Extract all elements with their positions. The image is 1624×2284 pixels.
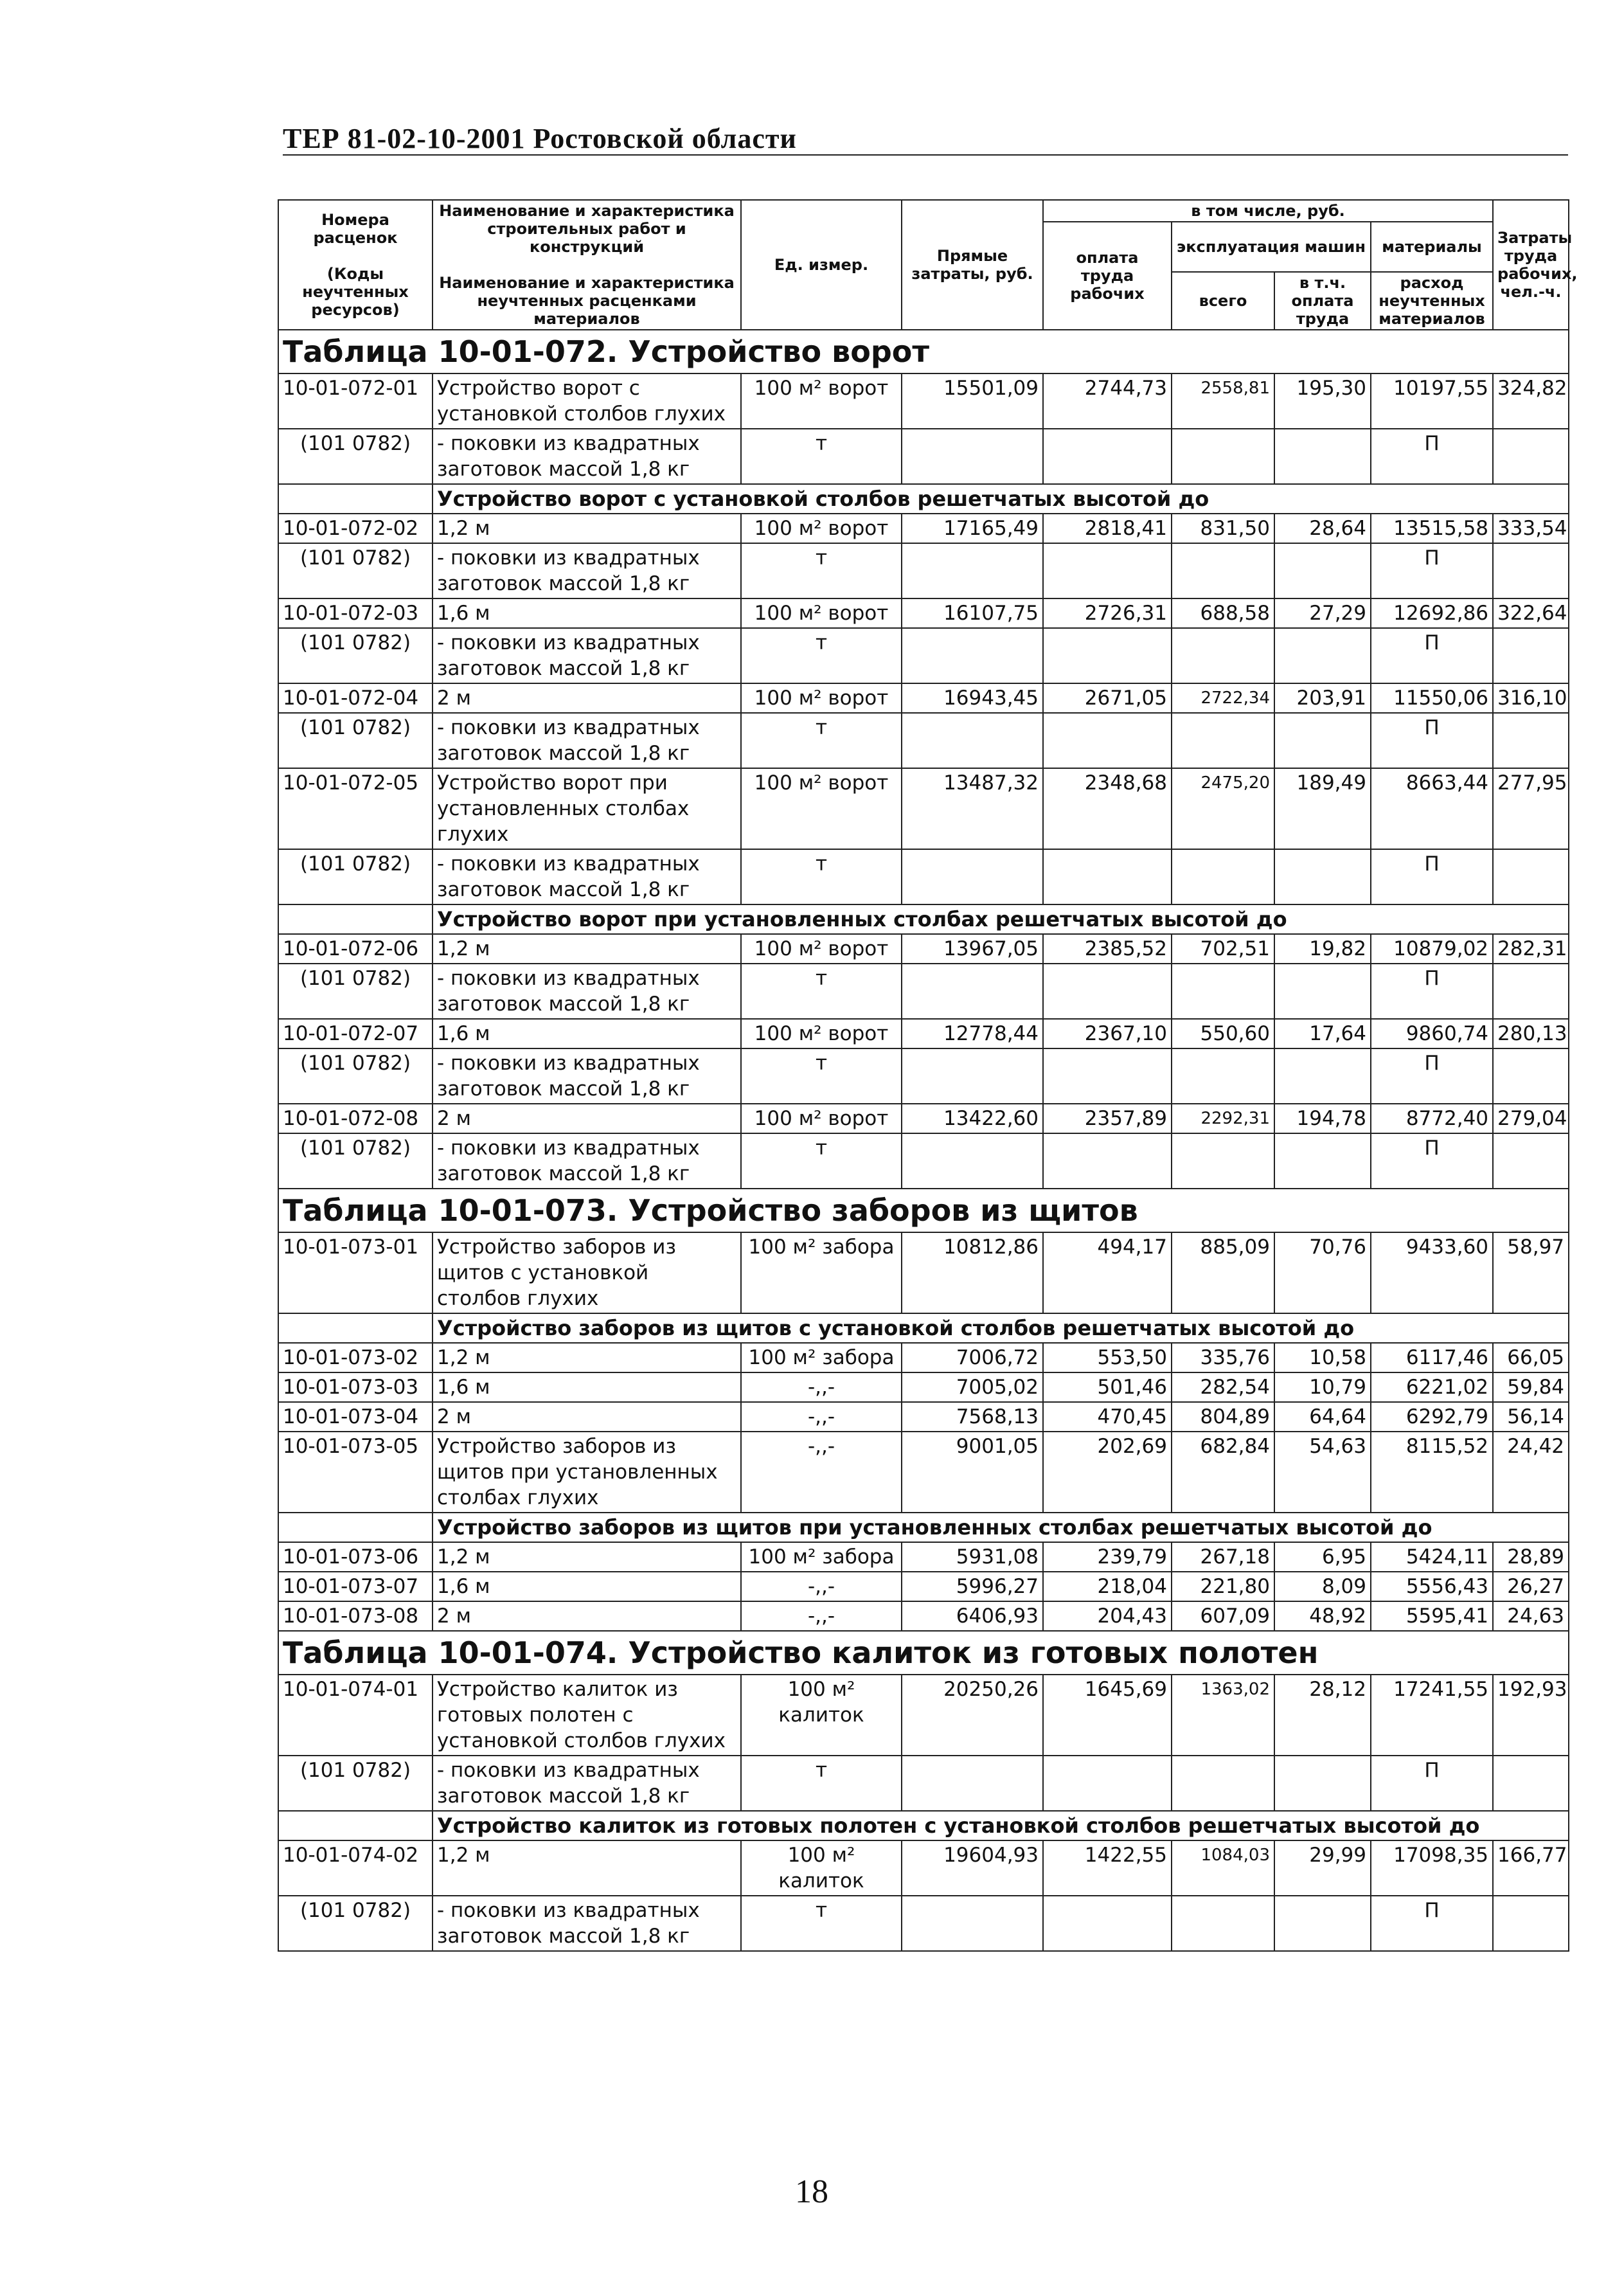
row-wage: 2671,05 (1043, 683, 1172, 713)
row-direct: 19604,93 (902, 1840, 1043, 1896)
resource-unit: т (741, 1896, 902, 1951)
row-name: 2 м (433, 1104, 741, 1133)
resource-row (278, 1896, 1569, 1951)
row-mat: 5595,41 (1371, 1601, 1493, 1631)
row-mat: 8772,40 (1371, 1104, 1493, 1133)
table-row (278, 1542, 1569, 1572)
row-mach: 885,09 (1172, 1232, 1274, 1313)
resource-unit: т (741, 1756, 902, 1811)
row-mat: 8663,44 (1371, 768, 1493, 849)
row-mat: 13515,58 (1371, 514, 1493, 543)
resource-row (278, 429, 1569, 484)
row-unit: -,,- (741, 1432, 902, 1513)
row-wage: 1422,55 (1043, 1840, 1172, 1896)
row-code: 10-01-073-06 (278, 1542, 433, 1572)
row-direct: 5996,27 (902, 1572, 1043, 1601)
row-code: 10-01-072-04 (278, 683, 433, 713)
resource-mat: П (1371, 543, 1493, 598)
row-code: 10-01-074-02 (278, 1840, 433, 1896)
resource-mat: П (1371, 628, 1493, 683)
table-row (278, 1104, 1569, 1133)
row-name: 1,6 м (433, 1019, 741, 1048)
resource-code: (101 0782) (278, 1048, 433, 1104)
table-caption-073: Таблица 10-01-073. Устройство заборов из щитов (278, 1189, 1569, 1232)
row-mat: 8115,52 (1371, 1432, 1493, 1513)
table-row (278, 514, 1569, 543)
row-labor: 322,64 (1493, 598, 1569, 628)
row-unit: 100 м² забора (741, 1542, 902, 1572)
row-code: 10-01-072-01 (278, 373, 433, 429)
row-unit: 100 м² забора (741, 1343, 902, 1372)
row-wage: 470,45 (1043, 1402, 1172, 1432)
row-mach: 221,80 (1172, 1572, 1274, 1601)
row-unit: -,,- (741, 1372, 902, 1402)
table-row (278, 598, 1569, 628)
resource-unit: т (741, 628, 902, 683)
row-unit: -,,- (741, 1601, 902, 1631)
row-code: 10-01-072-06 (278, 934, 433, 964)
row-mach: 335,76 (1172, 1343, 1274, 1372)
row-mat: 12692,86 (1371, 598, 1493, 628)
row-mat: 10879,02 (1371, 934, 1493, 964)
resource-unit: т (741, 1133, 902, 1189)
table-header-row (278, 200, 1569, 222)
row-unit: 100 м² калиток (741, 1840, 902, 1896)
row-mach: 2292,31 (1172, 1104, 1274, 1133)
row-code: 10-01-072-07 (278, 1019, 433, 1048)
row-name: Устройство ворот с установкой столбов глухих (433, 373, 741, 429)
row-direct: 16943,45 (902, 683, 1043, 713)
row-code: 10-01-072-08 (278, 1104, 433, 1133)
resource-mat: П (1371, 1756, 1493, 1811)
row-wage: 494,17 (1043, 1232, 1172, 1313)
resource-code: (101 0782) (278, 713, 433, 768)
table-row (278, 1572, 1569, 1601)
row-labor: 59,84 (1493, 1372, 1569, 1402)
row-mach: 607,09 (1172, 1601, 1274, 1631)
subheading-073-1: Устройство заборов из щитов с установкой столбов решетчатых высотой до (433, 1313, 1569, 1343)
resource-mat: П (1371, 1133, 1493, 1189)
table-row (278, 373, 1569, 429)
resource-code: (101 0782) (278, 1133, 433, 1189)
row-mach-wage: 195,30 (1274, 373, 1371, 429)
row-name: 1,6 м (433, 1372, 741, 1402)
resource-row (278, 849, 1569, 904)
price-table (278, 199, 1578, 1952)
resource-unit: т (741, 964, 902, 1019)
row-mat: 5556,43 (1371, 1572, 1493, 1601)
row-mat: 6292,79 (1371, 1402, 1493, 1432)
row-name: 1,2 м (433, 1343, 741, 1372)
resource-mat: П (1371, 1896, 1493, 1951)
row-unit: 100 м² ворот (741, 514, 902, 543)
row-unit: 100 м² забора (741, 1232, 902, 1313)
resource-row (278, 543, 1569, 598)
row-direct: 5931,08 (902, 1542, 1043, 1572)
row-mach: 267,18 (1172, 1542, 1274, 1572)
row-name: 1,6 м (433, 1572, 741, 1601)
row-mat: 9860,74 (1371, 1019, 1493, 1048)
resource-name: - поковки из квадратных заготовок массой 1,8 кг (433, 1896, 741, 1951)
row-direct: 13422,60 (902, 1104, 1043, 1133)
subheading-074-1: Устройство калиток из готовых полотен с установкой столбов решетчатых высотой до (433, 1811, 1569, 1840)
col-machines-header: эксплуатация машин (1172, 222, 1371, 272)
col-direct-header: Прямые затраты, руб. (902, 200, 1043, 330)
row-mach-wage: 17,64 (1274, 1019, 1371, 1048)
table-row (278, 1601, 1569, 1631)
table-row (278, 1372, 1569, 1402)
row-code: 10-01-072-03 (278, 598, 433, 628)
table-row (278, 1675, 1569, 1756)
row-direct: 9001,05 (902, 1432, 1043, 1513)
resource-unit: т (741, 543, 902, 598)
row-name: Устройство заборов из щитов с установкой столбов глухих (433, 1232, 741, 1313)
table-row (278, 934, 1569, 964)
header-rule (283, 154, 1568, 156)
resource-mat: П (1371, 1048, 1493, 1104)
row-direct: 17165,49 (902, 514, 1043, 543)
row-direct: 15501,09 (902, 373, 1043, 429)
row-mach: 550,60 (1172, 1019, 1274, 1048)
resource-unit: т (741, 849, 902, 904)
table-row (278, 683, 1569, 713)
row-labor: 279,04 (1493, 1104, 1569, 1133)
col-code-header: Номера расценок (Коды неучтенных ресурсов) (278, 200, 433, 330)
row-name: Устройство калиток из готовых полотен с установкой столбов глухих (433, 1675, 741, 1756)
row-labor: 26,27 (1493, 1572, 1569, 1601)
table-row (278, 1343, 1569, 1372)
subheading-072-2: Устройство ворот при установленных столбах решетчатых высотой до (433, 904, 1569, 934)
row-name: 2 м (433, 683, 741, 713)
resource-unit: т (741, 429, 902, 484)
row-mach: 1084,03 (1172, 1840, 1274, 1896)
resource-unit: т (741, 1048, 902, 1104)
row-code: 10-01-073-03 (278, 1372, 433, 1402)
row-name: 1,2 м (433, 1542, 741, 1572)
col-unit-header: Ед. измер. (741, 200, 902, 330)
resource-mat: П (1371, 429, 1493, 484)
row-unit: -,,- (741, 1572, 902, 1601)
row-unit: -,,- (741, 1402, 902, 1432)
row-wage: 204,43 (1043, 1601, 1172, 1631)
row-mat: 11550,06 (1371, 683, 1493, 713)
row-direct: 20250,26 (902, 1675, 1043, 1756)
resource-row (278, 1133, 1569, 1189)
row-mach-wage: 28,64 (1274, 514, 1371, 543)
row-mach-wage: 27,29 (1274, 598, 1371, 628)
row-code: 10-01-074-01 (278, 1675, 433, 1756)
row-mat: 10197,55 (1371, 373, 1493, 429)
row-labor: 280,13 (1493, 1019, 1569, 1048)
row-wage: 1645,69 (1043, 1675, 1172, 1756)
row-labor: 192,93 (1493, 1675, 1569, 1756)
row-mach-wage: 10,79 (1274, 1372, 1371, 1402)
row-wage: 239,79 (1043, 1542, 1172, 1572)
row-direct: 7006,72 (902, 1343, 1043, 1372)
resource-code: (101 0782) (278, 628, 433, 683)
row-code: 10-01-073-08 (278, 1601, 433, 1631)
row-direct: 10812,86 (902, 1232, 1043, 1313)
resource-mat: П (1371, 713, 1493, 768)
row-mat: 5424,11 (1371, 1542, 1493, 1572)
row-unit: 100 м² ворот (741, 373, 902, 429)
row-code: 10-01-073-01 (278, 1232, 433, 1313)
resource-row (278, 628, 1569, 683)
row-mat: 6221,02 (1371, 1372, 1493, 1402)
row-mach-wage: 194,78 (1274, 1104, 1371, 1133)
row-code: 10-01-073-02 (278, 1343, 433, 1372)
row-mat: 9433,60 (1371, 1232, 1493, 1313)
resource-name: - поковки из квадратных заготовок массой 1,8 кг (433, 543, 741, 598)
row-mach: 831,50 (1172, 514, 1274, 543)
row-mach: 2475,20 (1172, 768, 1274, 849)
row-labor: 282,31 (1493, 934, 1569, 964)
table-row (278, 1432, 1569, 1513)
table-row (278, 768, 1569, 849)
table-row (278, 1019, 1569, 1048)
row-mach-wage: 29,99 (1274, 1840, 1371, 1896)
page-number: 18 (795, 2173, 828, 2210)
row-name: 1,2 м (433, 514, 741, 543)
resource-row (278, 713, 1569, 768)
resource-name: - поковки из квадратных заготовок массой 1,8 кг (433, 1048, 741, 1104)
row-mat: 17098,35 (1371, 1840, 1493, 1896)
resource-row (278, 1048, 1569, 1104)
row-code: 10-01-072-05 (278, 768, 433, 849)
col-mach-wage-header: в т.ч. оплата труда (1274, 272, 1371, 330)
row-wage: 2726,31 (1043, 598, 1172, 628)
row-code: 10-01-072-02 (278, 514, 433, 543)
row-labor: 24,63 (1493, 1601, 1569, 1631)
row-unit: 100 м² ворот (741, 1019, 902, 1048)
row-name: 1,6 м (433, 598, 741, 628)
row-wage: 2744,73 (1043, 373, 1172, 429)
table-row (278, 1840, 1569, 1896)
table-row (278, 1402, 1569, 1432)
row-wage: 501,46 (1043, 1372, 1172, 1402)
row-labor: 316,10 (1493, 683, 1569, 713)
table-caption-074: Таблица 10-01-074. Устройство калиток из готовых полотен (278, 1631, 1569, 1675)
row-name: 2 м (433, 1402, 741, 1432)
col-mach-total-header: всего (1172, 272, 1274, 330)
row-labor: 166,77 (1493, 1840, 1569, 1896)
resource-code: (101 0782) (278, 1756, 433, 1811)
col-name-header: Наименование и характеристика строительных работ и конструкций Наименование и характеристика неучтенных расценками материалов (433, 200, 741, 330)
row-wage: 553,50 (1043, 1343, 1172, 1372)
row-mach-wage: 19,82 (1274, 934, 1371, 964)
resource-code: (101 0782) (278, 849, 433, 904)
row-unit: 100 м² ворот (741, 934, 902, 964)
row-wage: 218,04 (1043, 1572, 1172, 1601)
resource-mat: П (1371, 964, 1493, 1019)
row-labor: 333,54 (1493, 514, 1569, 543)
row-labor: 58,97 (1493, 1232, 1569, 1313)
row-labor: 277,95 (1493, 768, 1569, 849)
row-wage: 2385,52 (1043, 934, 1172, 964)
table-row (278, 1232, 1569, 1313)
row-unit: 100 м² ворот (741, 598, 902, 628)
resource-name: - поковки из квадратных заготовок массой 1,8 кг (433, 1756, 741, 1811)
row-name: 1,2 м (433, 1840, 741, 1896)
table-caption-072: Таблица 10-01-072. Устройство ворот (278, 330, 1569, 373)
row-unit: 100 м² ворот (741, 768, 902, 849)
subheading-073-2: Устройство заборов из щитов при установленных столбах решетчатых высотой до (433, 1513, 1569, 1542)
resource-code: (101 0782) (278, 964, 433, 1019)
row-mach: 2722,34 (1172, 683, 1274, 713)
row-mach-wage: 6,95 (1274, 1542, 1371, 1572)
resource-name: - поковки из квадратных заготовок массой 1,8 кг (433, 1133, 741, 1189)
row-unit: 100 м² калиток (741, 1675, 902, 1756)
row-labor: 56,14 (1493, 1402, 1569, 1432)
resource-code: (101 0782) (278, 543, 433, 598)
resource-name: - поковки из квадратных заготовок массой 1,8 кг (433, 628, 741, 683)
row-mach-wage: 70,76 (1274, 1232, 1371, 1313)
row-labor: 24,42 (1493, 1432, 1569, 1513)
row-direct: 16107,75 (902, 598, 1043, 628)
row-mach: 1363,02 (1172, 1675, 1274, 1756)
row-mach: 804,89 (1172, 1402, 1274, 1432)
col-mat-sub-header: расход неучтенных материалов (1371, 272, 1493, 330)
row-mach-wage: 64,64 (1274, 1402, 1371, 1432)
row-labor: 324,82 (1493, 373, 1569, 429)
row-mach-wage: 28,12 (1274, 1675, 1371, 1756)
row-name: Устройство ворот при установленных столбах глухих (433, 768, 741, 849)
resource-name: - поковки из квадратных заготовок массой 1,8 кг (433, 849, 741, 904)
row-mach: 2558,81 (1172, 373, 1274, 429)
resource-code: (101 0782) (278, 1896, 433, 1951)
row-name: Устройство заборов из щитов при установленных столбах глухих (433, 1432, 741, 1513)
row-unit: 100 м² ворот (741, 1104, 902, 1133)
row-labor: 28,89 (1493, 1542, 1569, 1572)
resource-unit: т (741, 713, 902, 768)
row-wage: 2818,41 (1043, 514, 1172, 543)
col-wage-header: оплата труда рабочих (1043, 222, 1172, 330)
resource-name: - поковки из квадратных заготовок массой 1,8 кг (433, 964, 741, 1019)
row-code: 10-01-073-04 (278, 1402, 433, 1432)
row-name: 1,2 м (433, 934, 741, 964)
row-wage: 2367,10 (1043, 1019, 1172, 1048)
subheading-072-1: Устройство ворот с установкой столбов решетчатых высотой до (433, 484, 1569, 514)
row-direct: 7005,02 (902, 1372, 1043, 1402)
row-mach: 282,54 (1172, 1372, 1274, 1402)
row-mach: 702,51 (1172, 934, 1274, 964)
row-mach-wage: 8,09 (1274, 1572, 1371, 1601)
row-labor: 66,05 (1493, 1343, 1569, 1372)
row-mach-wage: 54,63 (1274, 1432, 1371, 1513)
row-code: 10-01-073-07 (278, 1572, 433, 1601)
resource-row (278, 964, 1569, 1019)
col-labor-header: Затраты труда рабочих, чел.-ч. (1493, 200, 1569, 330)
document-header: ТЕР 81-02-10-2001 Ростовской области (283, 123, 797, 154)
resource-mat: П (1371, 849, 1493, 904)
col-incl-header: в том числе, руб. (1043, 200, 1493, 222)
row-direct: 13967,05 (902, 934, 1043, 964)
row-direct: 12778,44 (902, 1019, 1043, 1048)
row-mach-wage: 189,49 (1274, 768, 1371, 849)
resource-code: (101 0782) (278, 429, 433, 484)
row-direct: 13487,32 (902, 768, 1043, 849)
col-materials-header: материалы (1371, 222, 1493, 272)
row-code: 10-01-073-05 (278, 1432, 433, 1513)
row-mat: 17241,55 (1371, 1675, 1493, 1756)
row-mat: 6117,46 (1371, 1343, 1493, 1372)
row-mach: 682,84 (1172, 1432, 1274, 1513)
resource-name: - поковки из квадратных заготовок массой 1,8 кг (433, 713, 741, 768)
row-mach-wage: 48,92 (1274, 1601, 1371, 1631)
resource-row (278, 1756, 1569, 1811)
resource-name: - поковки из квадратных заготовок массой 1,8 кг (433, 429, 741, 484)
row-mach: 688,58 (1172, 598, 1274, 628)
row-wage: 2348,68 (1043, 768, 1172, 849)
row-name: 2 м (433, 1601, 741, 1631)
row-wage: 202,69 (1043, 1432, 1172, 1513)
row-direct: 6406,93 (902, 1601, 1043, 1631)
row-unit: 100 м² ворот (741, 683, 902, 713)
row-direct: 7568,13 (902, 1402, 1043, 1432)
row-wage: 2357,89 (1043, 1104, 1172, 1133)
row-mach-wage: 10,58 (1274, 1343, 1371, 1372)
row-mach-wage: 203,91 (1274, 683, 1371, 713)
